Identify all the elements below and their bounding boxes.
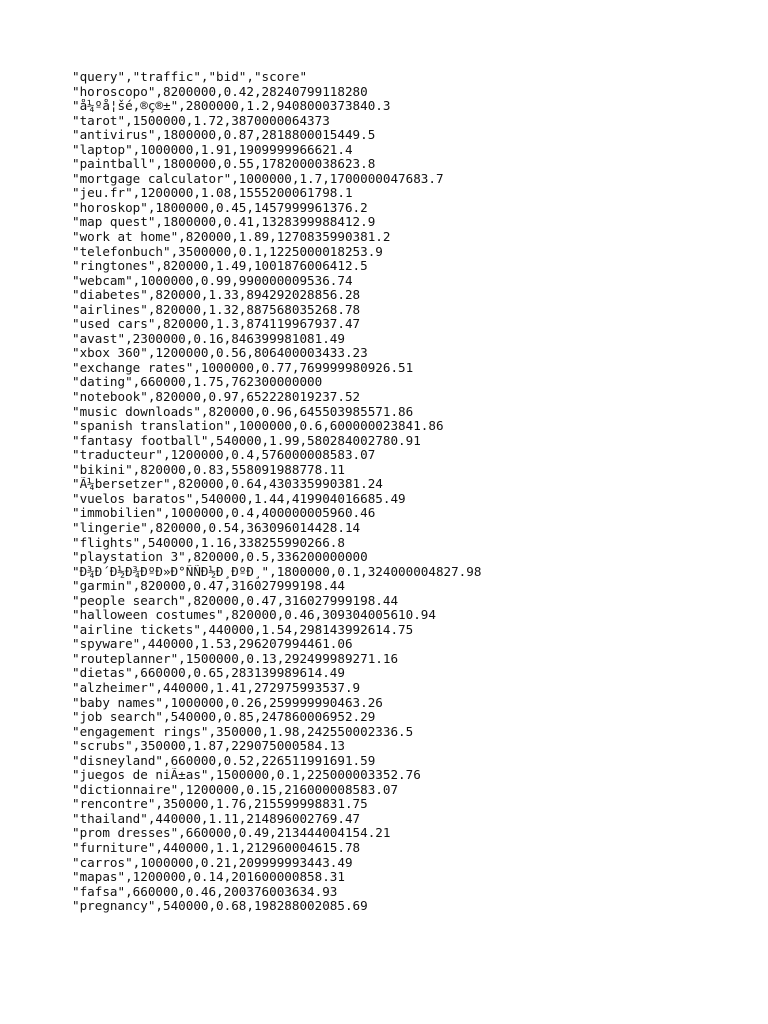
csv-data-row: "alzheimer",440000,1.41,272975993537.9 bbox=[72, 680, 361, 695]
csv-data-row: "ringtones",820000,1.49,1001876006412.5 bbox=[72, 259, 368, 274]
csv-data-row: "exchange rates",1000000,0.77,769999980926.51 bbox=[72, 360, 414, 375]
csv-data-row: "engagement rings",350000,1.98,242550002336.5 bbox=[72, 724, 414, 739]
csv-data-row: "avast",2300000,0.16,846399981081.49 bbox=[72, 331, 345, 346]
csv-data-row: "vuelos baratos",540000,1.44,419904016685.49 bbox=[72, 491, 406, 506]
csv-data-row: "paintball",1800000,0.55,1782000038623.8 bbox=[72, 157, 376, 172]
csv-data-row: "juegos de niÃ±as",1500000,0.1,225000003352.76 bbox=[72, 768, 421, 783]
csv-data-row: "garmin",820000,0.47,316027999198.44 bbox=[72, 579, 345, 594]
csv-data-row: "people search",820000,0.47,316027999198.44 bbox=[72, 593, 399, 608]
csv-data-row: "flights",540000,1.16,338255990266.8 bbox=[72, 535, 345, 550]
csv-data-row: "airlines",820000,1.32,887568035268.78 bbox=[72, 302, 361, 317]
csv-data-row: "immobilien",1000000,0.4,400000005960.46 bbox=[72, 506, 376, 521]
csv-data-row: "furniture",440000,1.1,212960004615.78 bbox=[72, 840, 361, 855]
csv-data-row: "laptop",1000000,1.91,1909999966621.4 bbox=[72, 142, 353, 157]
csv-data-row: "carros",1000000,0.21,209999993443.49 bbox=[72, 855, 353, 870]
csv-data-row: "prom dresses",660000,0.49,213444004154.21 bbox=[72, 826, 391, 841]
csv-data-row: "telefonbuch",3500000,0.1,1225000018253.9 bbox=[72, 244, 383, 259]
csv-data-row: "antivirus",1800000,0.87,2818800015449.5 bbox=[72, 128, 376, 143]
csv-data-row: "mortgage calculator",1000000,1.7,1700000047683.7 bbox=[72, 171, 444, 186]
csv-data-row: "Ð¾Ð´Ð½Ð¾ÐºÐ»Ð°ÑÑÐ½Ð¸ÐºÐ¸",1800000,0.1,324000004827.98 bbox=[72, 564, 482, 579]
csv-data-row: "fafsa",660000,0.46,200376003634.93 bbox=[72, 884, 338, 899]
csv-data-row: "webcam",1000000,0.99,990000009536.74 bbox=[72, 273, 353, 288]
csv-data-row: "mapas",1200000,0.14,201600000858.31 bbox=[72, 870, 345, 885]
csv-data-row: "scrubs",350000,1.87,229075000584.13 bbox=[72, 739, 345, 754]
csv-data-row: "rencontre",350000,1.76,215599998831.75 bbox=[72, 797, 368, 812]
csv-data-row: "airline tickets",440000,1.54,298143992614.75 bbox=[72, 622, 414, 637]
csv-data-row: "å¼ºå¦šé,®ç®±",2800000,1.2,9408000373840.3 bbox=[72, 99, 391, 114]
csv-data-row: "dating",660000,1.75,762300000000 bbox=[72, 375, 323, 390]
csv-data-row: "dietas",660000,0.65,283139989614.49 bbox=[72, 666, 345, 681]
csv-data-row: "xbox 360",1200000,0.56,806400003433.23 bbox=[72, 346, 368, 361]
csv-data-row: "music downloads",820000,0.96,645503985571.86 bbox=[72, 404, 414, 419]
csv-data-row: "horoscopo",8200000,0.42,28240799118280 bbox=[72, 84, 368, 99]
csv-data-row: "diabetes",820000,1.33,894292028856.28 bbox=[72, 288, 361, 303]
csv-header-row: "query","traffic","bid","score" bbox=[72, 70, 308, 84]
csv-data-row: "dictionnaire",1200000,0.15,216000008583.07 bbox=[72, 782, 399, 797]
csv-data-row: "spyware",440000,1.53,296207994461.06 bbox=[72, 637, 353, 652]
csv-data-row: "jeu.fr",1200000,1.08,1555200061798.1 bbox=[72, 186, 353, 201]
csv-data-row: "horoskop",1800000,0.45,1457999961376.2 bbox=[72, 200, 368, 215]
csv-data-row: "tarot",1500000,1.72,3870000064373 bbox=[72, 113, 330, 128]
csv-data-row: "lingerie",820000,0.54,363096014428.14 bbox=[72, 520, 361, 535]
csv-data-row: "thailand",440000,1.11,214896002769.47 bbox=[72, 811, 361, 826]
csv-data-row: "bikini",820000,0.83,558091988778.11 bbox=[72, 462, 345, 477]
csv-data-row: "halloween costumes",820000,0.46,309304005610.94 bbox=[72, 608, 436, 623]
csv-data-row: "used cars",820000,1.3,874119967937.47 bbox=[72, 317, 361, 332]
csv-data-row: "Ã¼bersetzer",820000,0.64,430335990381.24 bbox=[72, 477, 383, 492]
csv-data-row: "routeplanner",1500000,0.13,292499989271.16 bbox=[72, 651, 399, 666]
csv-data-row: "playstation 3",820000,0.5,336200000000 bbox=[72, 550, 368, 565]
csv-text-document bbox=[72, 70, 752, 914]
csv-data-row: "map quest",1800000,0.41,1328399988412.9 bbox=[72, 215, 376, 230]
csv-data-row: "baby names",1000000,0.26,259999990463.26 bbox=[72, 695, 383, 710]
csv-data-row: "fantasy football",540000,1.99,580284002780.91 bbox=[72, 433, 421, 448]
csv-data-row: "work at home",820000,1.89,1270835990381.2 bbox=[72, 230, 391, 245]
csv-data-row: "notebook",820000,0.97,652228019237.52 bbox=[72, 390, 361, 405]
csv-data-row: "spanish translation",1000000,0.6,600000023841.86 bbox=[72, 419, 444, 434]
csv-data-row: "pregnancy",540000,0.68,198288002085.69 bbox=[72, 899, 368, 914]
csv-data-row: "disneyland",660000,0.52,226511991691.59 bbox=[72, 753, 376, 768]
csv-data-row: "job search",540000,0.85,247860006952.29 bbox=[72, 710, 376, 725]
csv-data-row: "traducteur",1200000,0.4,576000008583.07 bbox=[72, 448, 376, 463]
